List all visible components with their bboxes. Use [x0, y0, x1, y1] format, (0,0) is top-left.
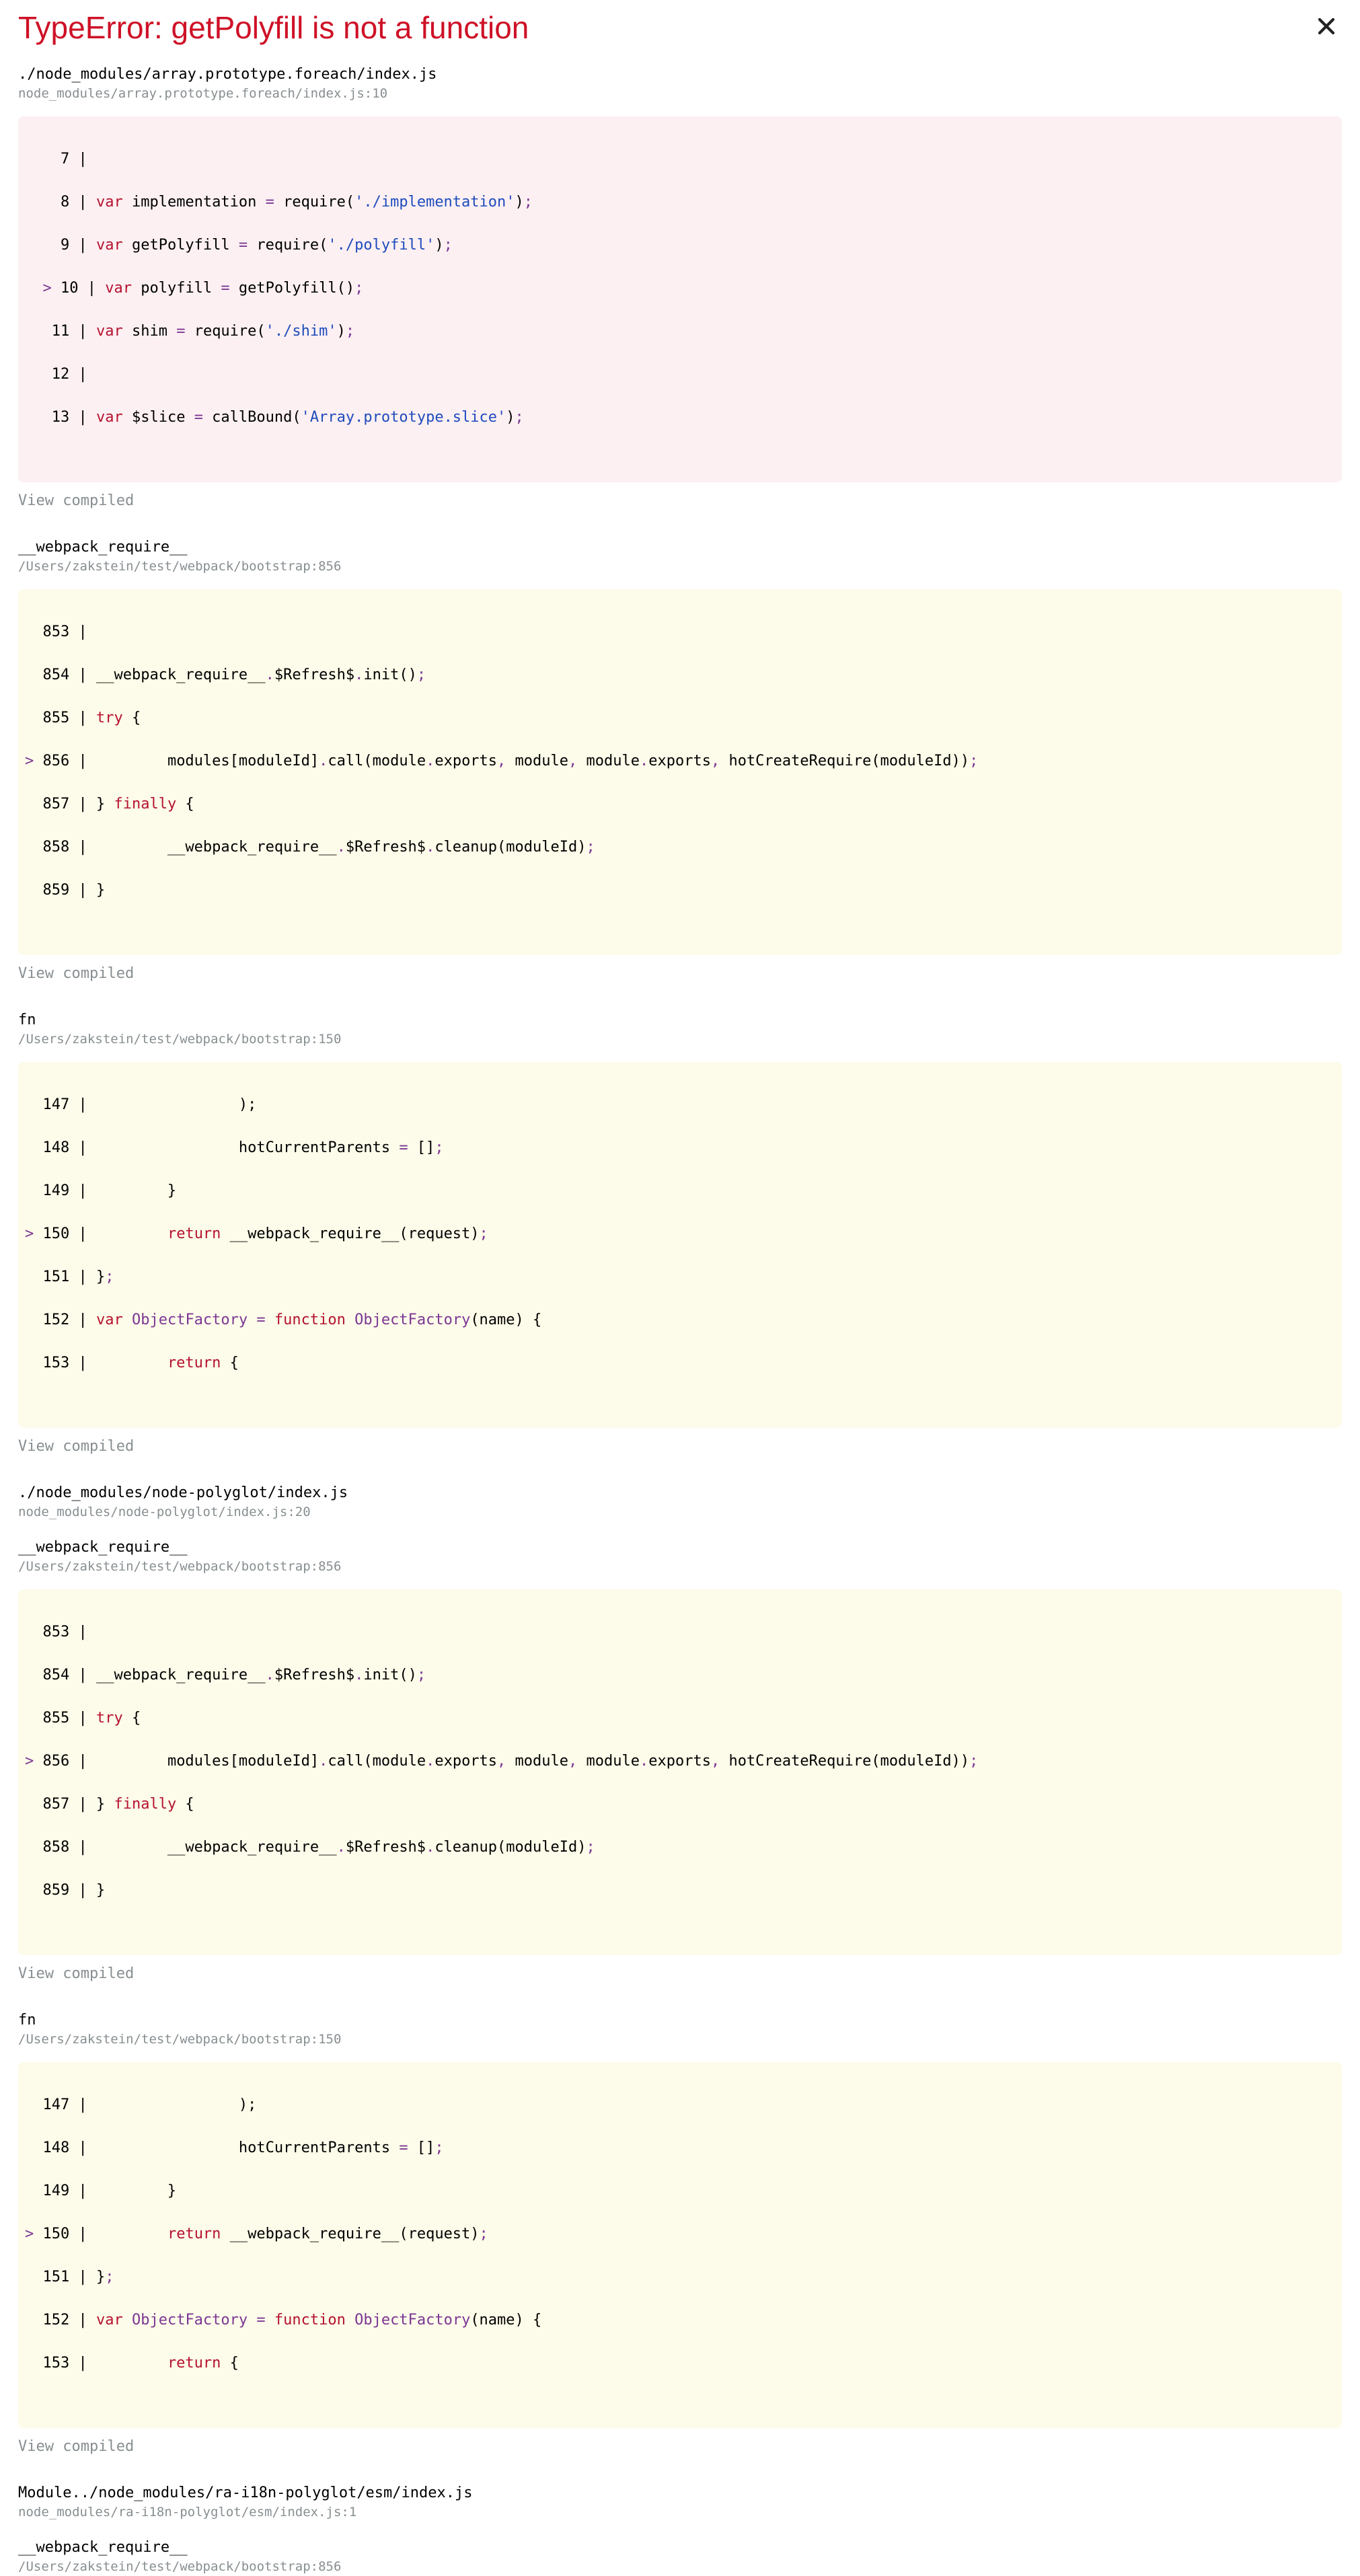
error-title: TypeError: getPolyfill is not a function [18, 10, 529, 45]
stack-frame [18, 537, 1342, 985]
stack-frame [18, 65, 1342, 512]
code-line-highlighted: > 10 | var polyfill = getPolyfill(); [25, 280, 364, 297]
code-line: 857 | } finally { [25, 1796, 194, 1813]
code-line-highlighted: > 150 | return __webpack_require__(request); [25, 1225, 488, 1242]
frame-location[interactable]: node_modules/ra-i18n-polyglot/esm/index.js:1 [18, 2505, 357, 2520]
frame-location[interactable]: /Users/zakstein/test/webpack/bootstrap:856 [18, 1559, 342, 1574]
code-line: 151 | }; [25, 2269, 114, 2285]
code-line: 853 | [25, 1624, 87, 1640]
code-line: 859 | } [25, 882, 106, 899]
code-snippet [18, 589, 1342, 955]
view-compiled-link[interactable]: View compiled [18, 2438, 135, 2455]
stack-frame [18, 2538, 1342, 2576]
frame-location[interactable]: node_modules/array.prototype.foreach/index.js:10 [18, 86, 388, 101]
code-line: 149 | } [25, 2183, 177, 2199]
code-line: 148 | hotCurrentParents = []; [25, 2139, 444, 2156]
code-line: 854 | __webpack_require__.$Refresh$.init(); [25, 1667, 426, 1683]
code-line: 151 | }; [25, 1268, 114, 1285]
frame-function-name: ./node_modules/array.prototype.foreach/index.js [18, 66, 437, 83]
code-line: 853 | [25, 623, 87, 640]
frame-function-name: __webpack_require__ [18, 2539, 188, 2556]
code-line: 854 | __webpack_require__.$Refresh$.init(); [25, 667, 426, 683]
stack-frame [18, 1483, 1342, 1521]
code-snippet [18, 116, 1342, 482]
frame-location[interactable]: /Users/zakstein/test/webpack/bootstrap:150 [18, 2032, 342, 2047]
frame-function-name: ./node_modules/node-polyglot/index.js [18, 1484, 348, 1501]
code-line: 149 | } [25, 1182, 177, 1199]
code-line: 11 | var shim = require('./shim'); [25, 323, 355, 340]
code-snippet [18, 1062, 1342, 1428]
code-line: 8 | var implementation = require('./implementation'); [25, 194, 533, 211]
frame-location[interactable]: /Users/zakstein/test/webpack/bootstrap:856 [18, 559, 342, 574]
code-line: 153 | return { [25, 2355, 239, 2372]
code-line-highlighted: > 856 | modules[moduleId].call(module.exports, module, module.exports, hotCreateRequire(moduleId)); [25, 753, 979, 769]
view-compiled-link[interactable]: View compiled [18, 965, 135, 982]
code-line: 855 | try { [25, 710, 141, 726]
error-header [18, 0, 1342, 65]
code-line: 147 | ); [25, 2096, 257, 2113]
code-line: 855 | try { [25, 1710, 141, 1727]
code-line: 153 | return { [25, 1355, 239, 1371]
code-line-highlighted: > 150 | return __webpack_require__(request); [25, 2226, 488, 2242]
frame-function-name: fn [18, 1012, 36, 1028]
code-line: 152 | var ObjectFactory = function ObjectFactory(name) { [25, 2312, 542, 2328]
frame-location[interactable]: /Users/zakstein/test/webpack/bootstrap:856 [18, 2559, 342, 2574]
code-line: 9 | var getPolyfill = require('./polyfill'); [25, 237, 453, 254]
code-line: 858 | __webpack_require__.$Refresh$.cleanup(moduleId); [25, 1839, 595, 1856]
stack-frame [18, 2010, 1342, 2458]
code-line: 857 | } finally { [25, 796, 194, 812]
frame-location[interactable]: node_modules/node-polyglot/index.js:20 [18, 1505, 311, 1519]
code-line: 7 | [25, 151, 87, 167]
code-snippet [18, 1589, 1342, 1955]
close-button[interactable] [1312, 12, 1340, 40]
code-snippet [18, 2062, 1342, 2428]
code-line: 152 | var ObjectFactory = function ObjectFactory(name) { [25, 1312, 542, 1328]
close-icon [1312, 12, 1340, 40]
code-line: 13 | var $slice = callBound('Array.prototype.slice'); [25, 409, 524, 426]
stack-frame [18, 1010, 1342, 1457]
frame-function-name: __webpack_require__ [18, 539, 188, 556]
frame-location[interactable]: /Users/zakstein/test/webpack/bootstrap:150 [18, 1032, 342, 1047]
code-line: 12 | [25, 366, 87, 383]
code-line: 148 | hotCurrentParents = []; [25, 1139, 444, 1156]
frame-function-name: Module../node_modules/ra-i18n-polyglot/esm/index.js [18, 2485, 473, 2501]
code-line-highlighted: > 856 | modules[moduleId].call(module.exports, module, module.exports, hotCreateRequire(moduleId)); [25, 1753, 979, 1770]
frame-function-name: fn [18, 2012, 36, 2029]
code-line: 858 | __webpack_require__.$Refresh$.cleanup(moduleId); [25, 839, 595, 856]
view-compiled-link[interactable]: View compiled [18, 1965, 135, 1982]
view-compiled-link[interactable]: View compiled [18, 1438, 135, 1455]
code-line: 147 | ); [25, 1096, 257, 1113]
stack-frame [18, 1538, 1342, 1985]
stack-frame [18, 2483, 1342, 2522]
code-line: 859 | } [25, 1882, 106, 1899]
view-compiled-link[interactable]: View compiled [18, 492, 135, 509]
frame-function-name: __webpack_require__ [18, 1539, 188, 1556]
